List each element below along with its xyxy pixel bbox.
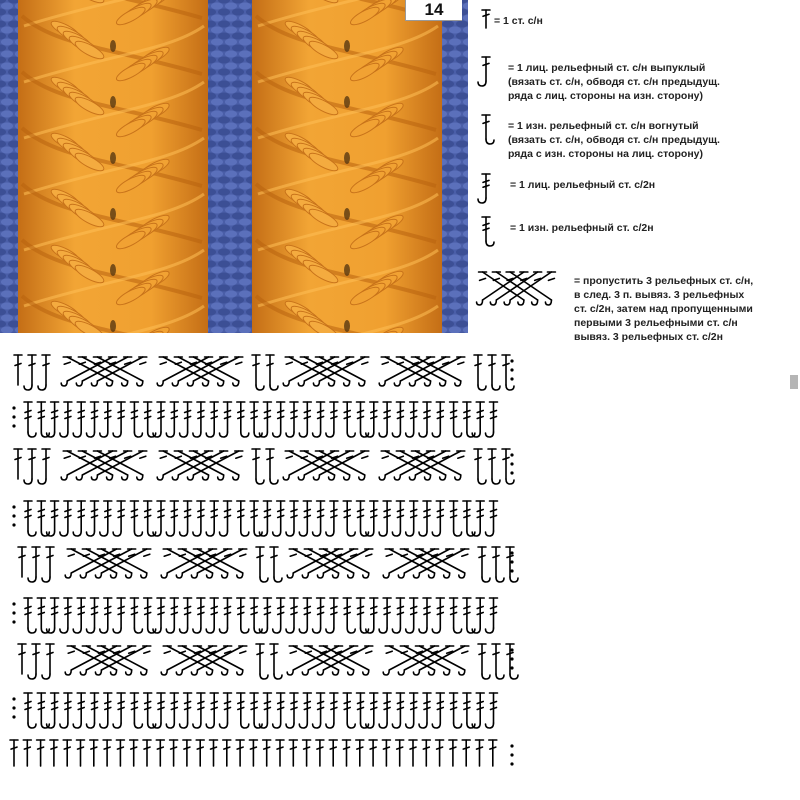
legend-line: = 1 изн. рельефный ст. с/2н bbox=[510, 222, 654, 234]
legend-line: вывяз. 3 рельефных ст. с/2н bbox=[574, 331, 723, 343]
cable-right bbox=[252, 0, 442, 333]
chart-row-3 bbox=[14, 449, 514, 484]
legend-line: = пропустить 3 рельефных ст. с/н, bbox=[574, 275, 754, 287]
legend-line: = 1 лиц. рельефный ст. с/2н bbox=[510, 179, 656, 191]
scroll-indicator[interactable] bbox=[790, 375, 798, 389]
legend-line: ряда с лиц. стороны на изн. сторону) bbox=[508, 90, 704, 102]
legend-line: первыми 3 рельефными ст. с/н bbox=[574, 317, 738, 329]
legend-line: = 1 лиц. рельефный ст. с/н выпуклый bbox=[508, 62, 706, 74]
cable-cross-icon bbox=[474, 268, 566, 314]
cable-left bbox=[18, 0, 208, 333]
legend-line: (вязать ст. с/н, обводя ст. с/н предыдущ. bbox=[508, 76, 720, 88]
fpdc-icon bbox=[474, 55, 504, 101]
legend-line: в след. 3 п. вывяз. 3 рельефных bbox=[574, 289, 745, 301]
chart-row-5 bbox=[18, 547, 518, 582]
legend-line: = 1 изн. рельефный ст. с/н вогнутый bbox=[508, 120, 699, 132]
chart-row-4 bbox=[12, 501, 497, 536]
knitted-sample-photo bbox=[0, 0, 468, 333]
legend-line: = 1 ст. с/н bbox=[494, 15, 543, 27]
chart-row-9 bbox=[10, 740, 514, 766]
bptr-icon bbox=[474, 215, 504, 261]
legend-line: (вязать ст. с/н, обводя ст. с/н предыдущ. bbox=[508, 134, 720, 146]
cable-swatch-illustration bbox=[0, 0, 468, 333]
crochet-symbol-chart bbox=[0, 340, 530, 800]
chart-row-8 bbox=[12, 693, 497, 728]
bpdc-icon bbox=[474, 113, 504, 159]
chart-row-1 bbox=[14, 355, 514, 390]
chart-row-2 bbox=[12, 402, 497, 437]
pattern-number: 14 bbox=[405, 0, 462, 21]
legend-line: ст. с/2н, затем над пропущенными bbox=[574, 303, 753, 315]
legend-line: ряда с изн. стороны на лиц. сторону) bbox=[508, 148, 704, 160]
fptr-icon bbox=[474, 172, 504, 218]
chart-row-7 bbox=[18, 644, 518, 679]
chart-row-6 bbox=[12, 598, 497, 633]
